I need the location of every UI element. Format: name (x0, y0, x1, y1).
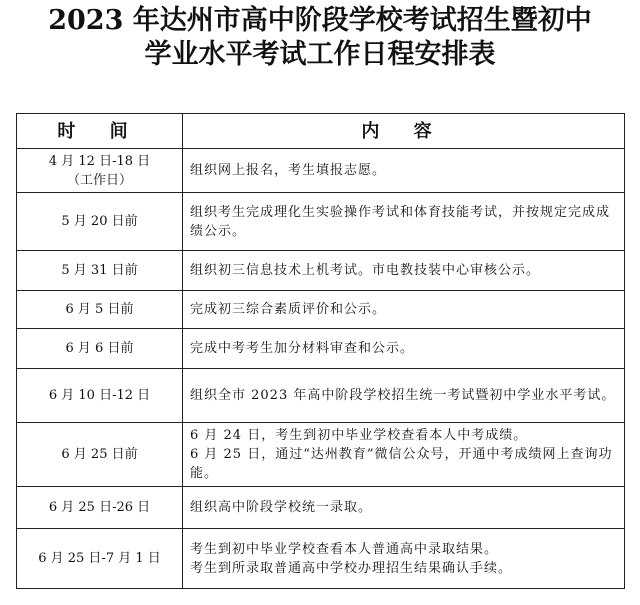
title-line-1: 2023 年达州市高中阶段学校考试招生暨初中 (48, 5, 592, 36)
title-line-2: 学业水平考试工作日程安排表 (144, 39, 496, 70)
time-cell: 6 月 25 日前 (17, 423, 183, 487)
content-cell: 组织全市 2023 年高中阶段学校招生统一考试暨初中学业水平考试。 (183, 369, 625, 423)
table-row (17, 291, 625, 329)
time-cell: 6 月 25 日-26 日 (17, 487, 183, 529)
content-cell: 完成初三综合素质评价和公示。 (183, 291, 625, 329)
time-cell: 5 月 20 日前 (17, 193, 183, 251)
content-cell: 组织高中阶段学校统一录取。 (183, 487, 625, 529)
time-cell: 6 月 5 日前 (17, 291, 183, 329)
table-row (17, 149, 625, 193)
time-cell: 5 月 31 日前 (17, 251, 183, 291)
content-cell: 6 月 24 日，考生到初中毕业学校查看本人中考成绩。 6 月 25 日，通过“达州教育”微信公众号，开通中考成绩网上查询功能。 (183, 423, 625, 487)
header-content: 内 容 (183, 114, 625, 149)
table-row (17, 251, 625, 291)
page-title (0, 4, 640, 72)
time-cell: 4 月 12 日-18 日 （工作日） (17, 149, 183, 193)
content-cell: 组织网上报名，考生填报志愿。 (183, 149, 625, 193)
header-time: 时 间 (17, 114, 183, 149)
table-row (17, 487, 625, 529)
table-row (17, 529, 625, 589)
time-cell: 6 月 6 日前 (17, 329, 183, 369)
time-cell: 6 月 25 日-7 月 1 日 (17, 529, 183, 589)
content-cell: 完成中考考生加分材料审查和公示。 (183, 329, 625, 369)
time-cell: 6 月 10 日-12 日 (17, 369, 183, 423)
table-row (17, 193, 625, 251)
content-cell: 考生到初中毕业学校查看本人普通高中录取结果。 考生到所录取普通高中学校办理招生结果确认手续。 (183, 529, 625, 589)
table-row (17, 329, 625, 369)
content-cell: 组织初三信息技术上机考试。市电教技装中心审核公示。 (183, 251, 625, 291)
schedule-table (16, 113, 625, 589)
table-row (17, 423, 625, 487)
table-row (17, 369, 625, 423)
table-header-row (17, 114, 625, 149)
content-cell: 组织考生完成理化生实验操作考试和体育技能考试，并按规定完成成绩公示。 (183, 193, 625, 251)
